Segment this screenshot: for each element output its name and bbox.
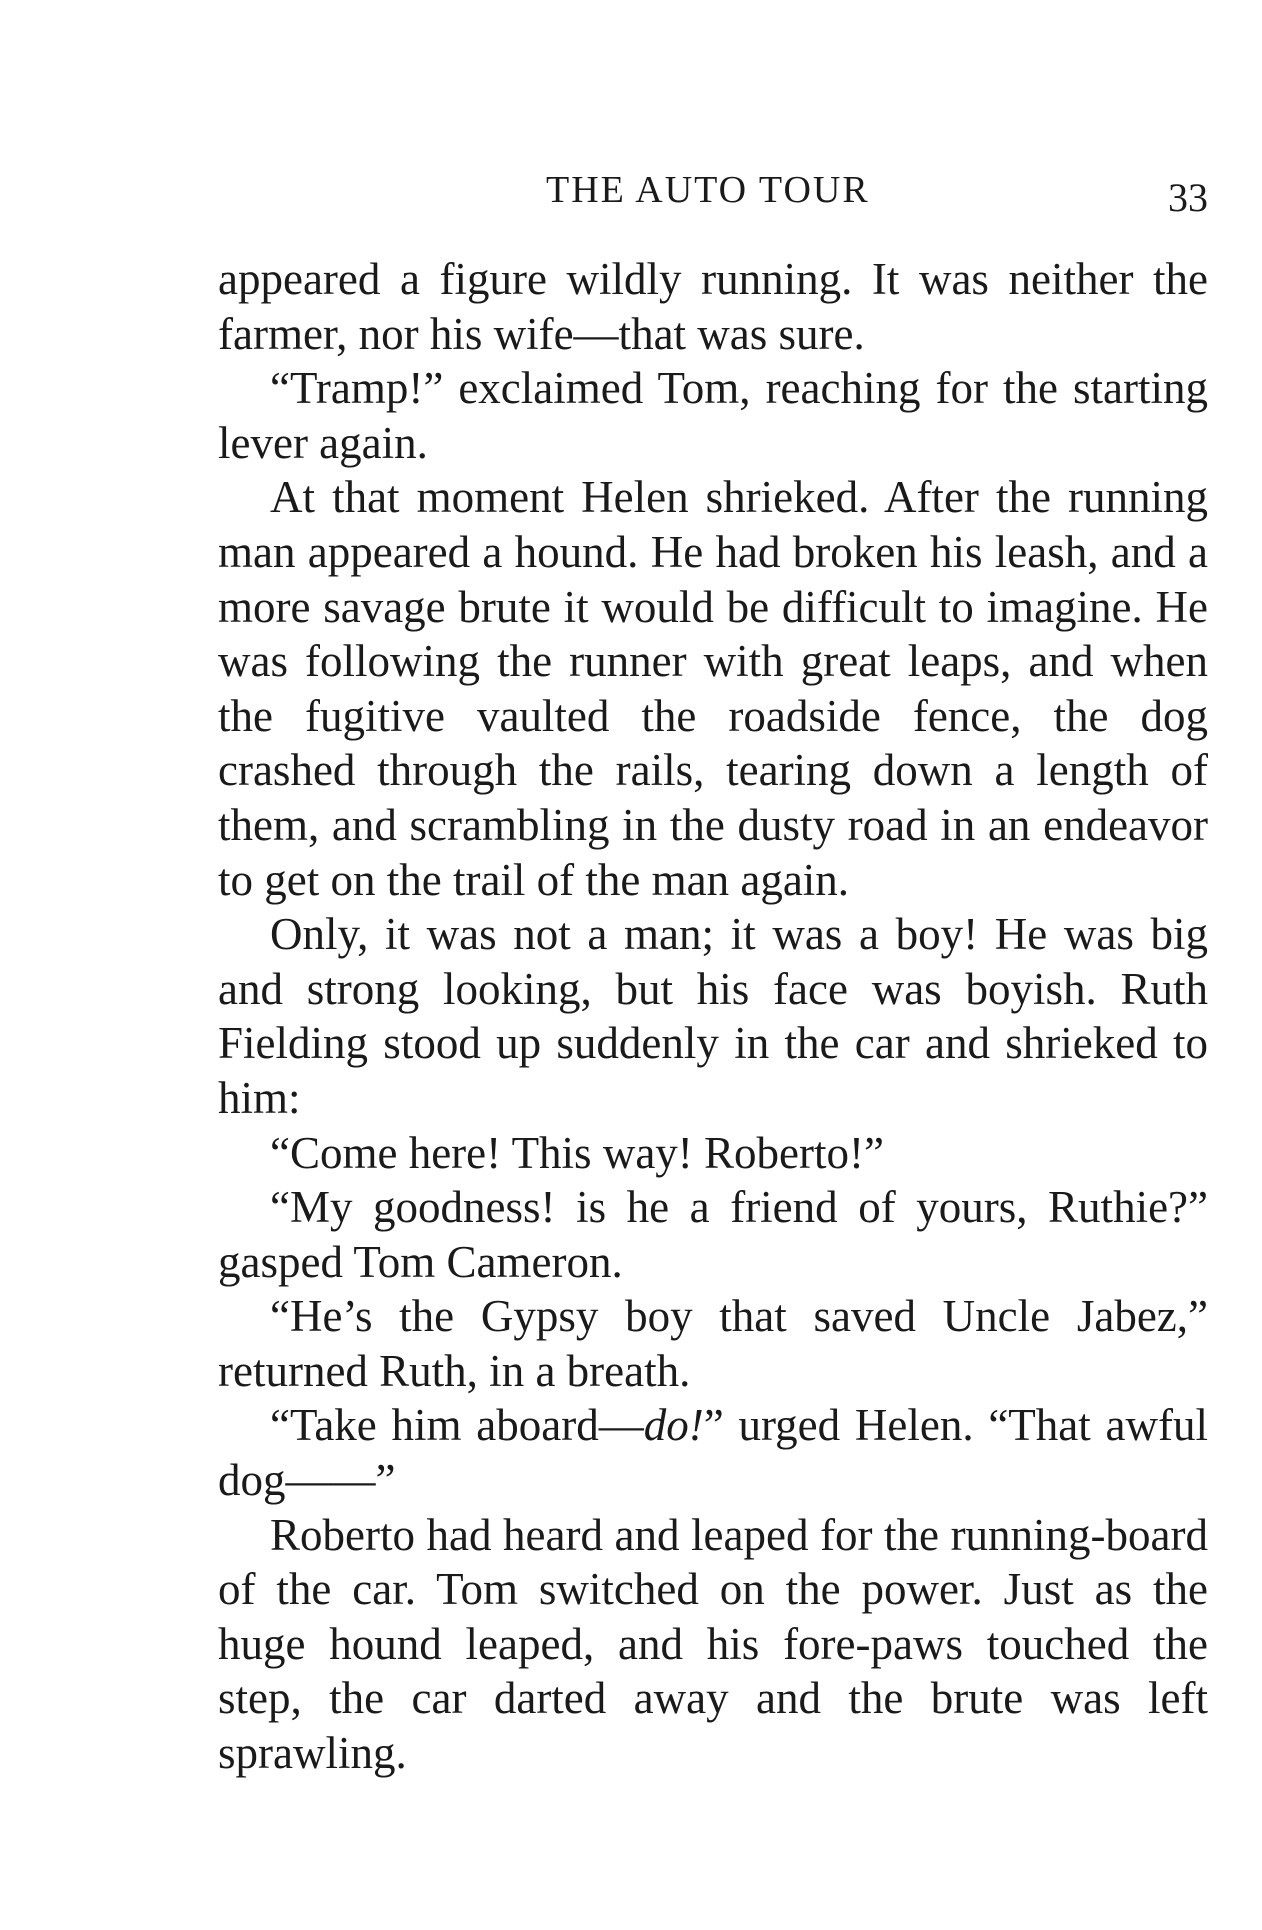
paragraph: “He’s the Gypsy boy that saved Uncle Jabez,” returned Ruth, in a breath. <box>218 1291 1208 1396</box>
paragraph: “Tramp!” exclaimed Tom, reaching for the starting lever again. <box>218 363 1208 468</box>
paragraph: “Come here! This way! Roberto!” <box>270 1127 884 1178</box>
paragraph: “My goodness! is he a friend of yours, Ruthie?” gasped Tom Cameron. <box>218 1182 1208 1287</box>
paragraph: At that moment Helen shrieked. After the running man appeared a hound. He had broken his leash, and a more savage brute it would be difficult to imagine. He was following the runner with great leaps, and when the fugitive vaulted the roadside fence, the dog crashed through the rails, tearing down a length of them, and scrambling in the dusty road in an endeavor to get on the trail of the man again. <box>218 472 1208 905</box>
body-text <box>218 252 1208 1781</box>
paragraph <box>218 1398 1208 1507</box>
running-head: THE AUTO TOUR <box>546 169 870 211</box>
page-number: 33 <box>1168 175 1208 220</box>
page-header <box>218 168 1208 228</box>
italic-text: do! <box>643 1400 704 1451</box>
paragraph: Only, it was not a man; it was a boy! He was big and strong looking, but his face was boyish. Ruth Fielding stood up suddenly in the car and shrieked to him: <box>218 909 1208 1123</box>
paragraph-text: “Take him aboard— <box>270 1400 644 1451</box>
paragraph-text: ” urged Helen. “That awful dog——” <box>218 1400 1208 1506</box>
paragraph: appeared a figure wildly running. It was neither the farmer, nor his wife—that was sure. <box>218 254 1208 359</box>
paragraph: Roberto had heard and leaped for the running-board of the car. Tom switched on the power. Just as the huge hound leaped, and his fore-paws touched the step, the car darted away and the brute was left sprawling. <box>218 1509 1208 1779</box>
